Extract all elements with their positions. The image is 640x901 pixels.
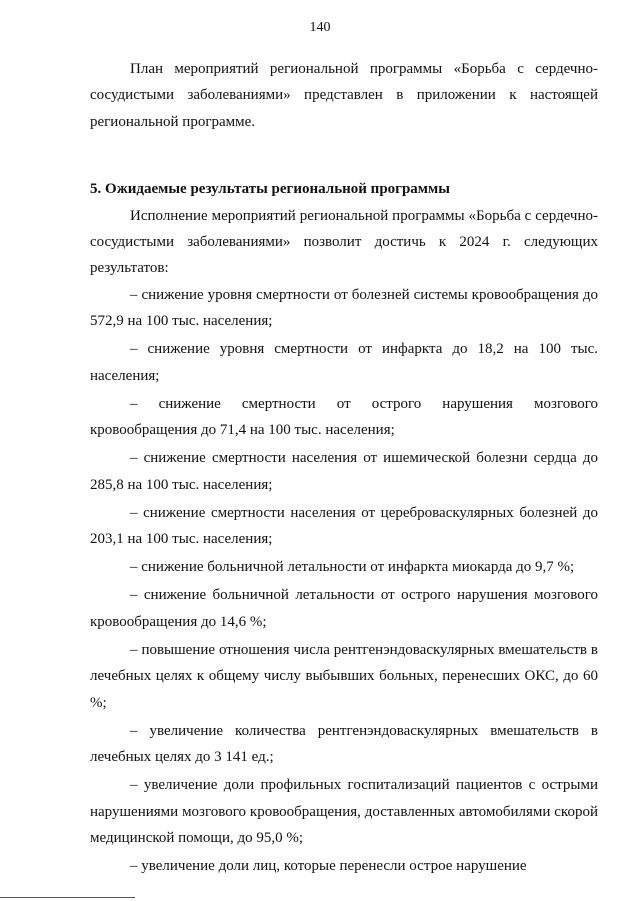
page-body <box>90 56 598 881</box>
page-number: 140 <box>309 20 331 35</box>
footnote-divider <box>0 897 135 898</box>
list-item: – увеличение количества рентгенэндоваскулярных вмешательств в лечебных целях до 3 141 ед.; <box>90 722 598 766</box>
list-item: – снижение уровня смертности от инфаркта до 18,2 на 100 тыс. населения; <box>90 341 598 384</box>
list-item: – снижение смертности населения от ишемической болезни сердца до 285,8 на 100 тыс. населения; <box>90 450 598 493</box>
list-item: – повышение отношения числа рентгенэндоваскулярных вмешательств в лечебных целях к общему числу выбывших больных, перенесших ОКС, до 60 %; <box>90 641 598 711</box>
section-heading: 5. Ожидаемые результаты региональной программы <box>90 181 450 198</box>
list-item: – снижение больничной летальности от острого нарушения мозгового кровообращения до 14,6 %; <box>90 587 598 630</box>
list-item: – снижение больничной летальности от инфаркта миокарда до 9,7 %; <box>130 559 575 576</box>
intro-paragraph: План мероприятий региональной программы «Борьба с сердечно-сосудистыми заболеваниями» представлен в приложении к настоящей региональной программе. <box>90 61 598 130</box>
list-item: – увеличение доли профильных госпитализаций пациентов с острыми нарушениями мозгового кровообращения, доставленных автомобилями скорой медицинской помощи, до 95,0 %; <box>90 777 598 847</box>
list-item: – снижение уровня смертности от болезней системы кровообращения до 572,9 на 100 тыс. населения; <box>90 286 598 330</box>
results-list <box>90 282 598 880</box>
list-item: – снижение смертности от острого нарушения мозгового кровообращения до 71,4 на 100 тыс. населения; <box>90 395 598 439</box>
list-item: – снижение смертности населения от цереброваскулярных болезней до 203,1 на 100 тыс. населения; <box>90 504 598 548</box>
section-intro-paragraph: Исполнение мероприятий региональной программы «Борьба с сердечно-сосудистыми заболеваниями» позволит достичь к 2024 г. следующих результатов: <box>90 207 598 277</box>
list-item: – увеличение доли лиц, которые перенесли острое нарушение <box>130 858 527 875</box>
